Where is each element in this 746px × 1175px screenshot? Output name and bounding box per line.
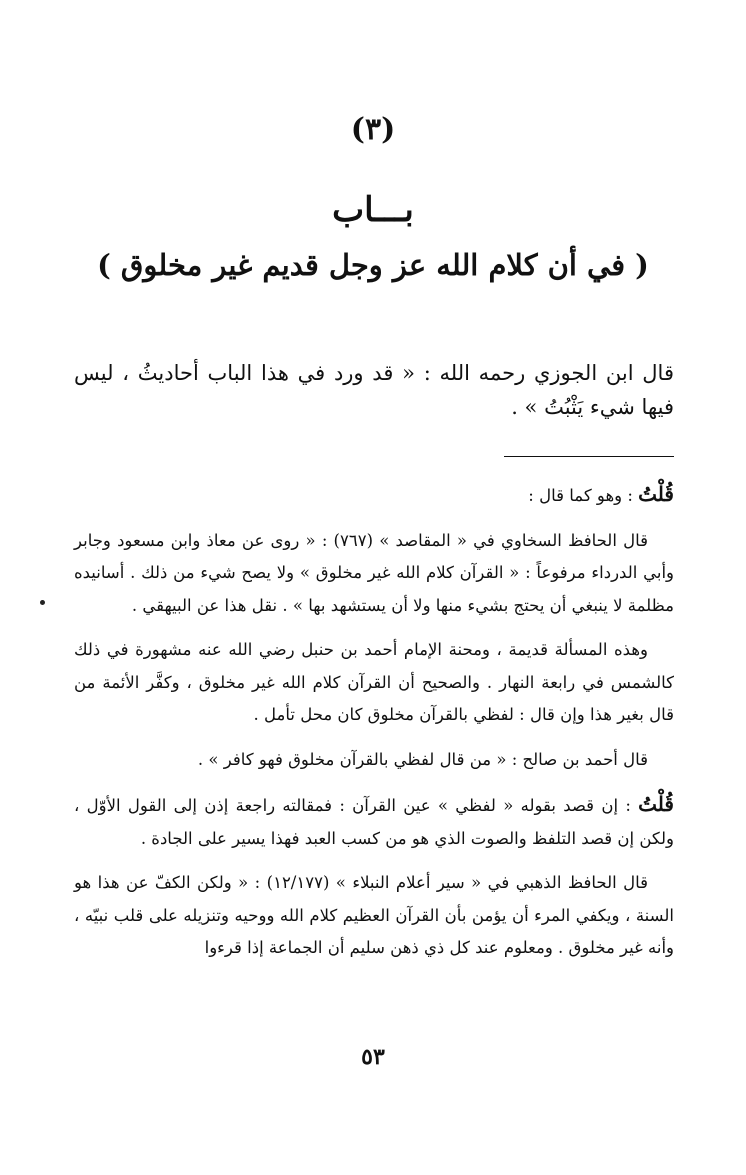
note-paragraph-4: قال أحمد بن صالح : « من قال لفظي بالقرآن مخلوق فهو كافر » . <box>197 749 648 769</box>
intro-paragraph: قال ابن الجوزي رحمه الله : « قد ورد في هذا الباب أحاديثُ ، ليس فيها شيء يَثْبُتُ » . <box>74 361 674 419</box>
footnote-divider <box>504 456 674 457</box>
note-paragraph-1 <box>74 478 674 513</box>
note-paragraph-3: وهذه المسألة قديمة ، ومحنة الإمام أحمد بن حنبل رضي الله عنه مشهورة في ذلك كالشمس في رابعة النهار . والصحيح أن القرآن كلام الله غير مخلوق ، وكفَّر الأئمة من قال بغير هذا وإن قال : لفظي بالقرآن مخلوق كان محل تأمل . <box>74 640 674 724</box>
qult-label: قُلْتُ <box>638 482 674 506</box>
note-text: : إن قصد بقوله « لفظي » عين القرآن : فمقالته راجعة إذن إلى القول الأوّل ، ولكن إن قصد التلفظ والصوت الذي هو من كسب العبد فهذا يسير على الجادة . <box>74 796 674 848</box>
note-text: : وهو كما قال : <box>528 486 639 505</box>
page-number: ٥٣ <box>361 1044 385 1070</box>
chapter-number: (٣) <box>350 112 396 147</box>
note-paragraph-6: قال الحافظ الذهبي في « سير أعلام النبلاء » (١٢/١٧٧) : « ولكن الكفّ عن هذا هو السنة ، ويكفي المرء أن يؤمن بأن القرآن العظيم كلام الله ووحيه وتنزيله على قلب نبيّه ، وأنه غير مخلوق . ومعلوم عند كل ذي ذهن سليم أن الجماعة إذا قرءوا <box>74 873 674 957</box>
footnotes-section <box>74 478 674 977</box>
chapter-title: بـــاب <box>332 190 414 230</box>
qult-label: قُلْتُ <box>638 792 674 816</box>
note-paragraph-2: قال الحافظ السخاوي في « المقاصد » (٧٦٧) : « روى عن معاذ وابن مسعود وجابر وأبي الدرداء مرفوعاً : « القرآن كلام الله غير مخلوق » ولا يصح شيء من ذلك . أسانيده مظلمة لا ينبغي أن يحتج بشيء منها ولا أن يستشهد بها » . نقل هذا عن البيهقي . <box>74 530 674 615</box>
chapter-subtitle: ( في أن كلام الله عز وجل قديم غير مخلوق ) <box>97 248 649 282</box>
scan-speck <box>40 600 45 605</box>
note-paragraph-5 <box>74 788 674 855</box>
